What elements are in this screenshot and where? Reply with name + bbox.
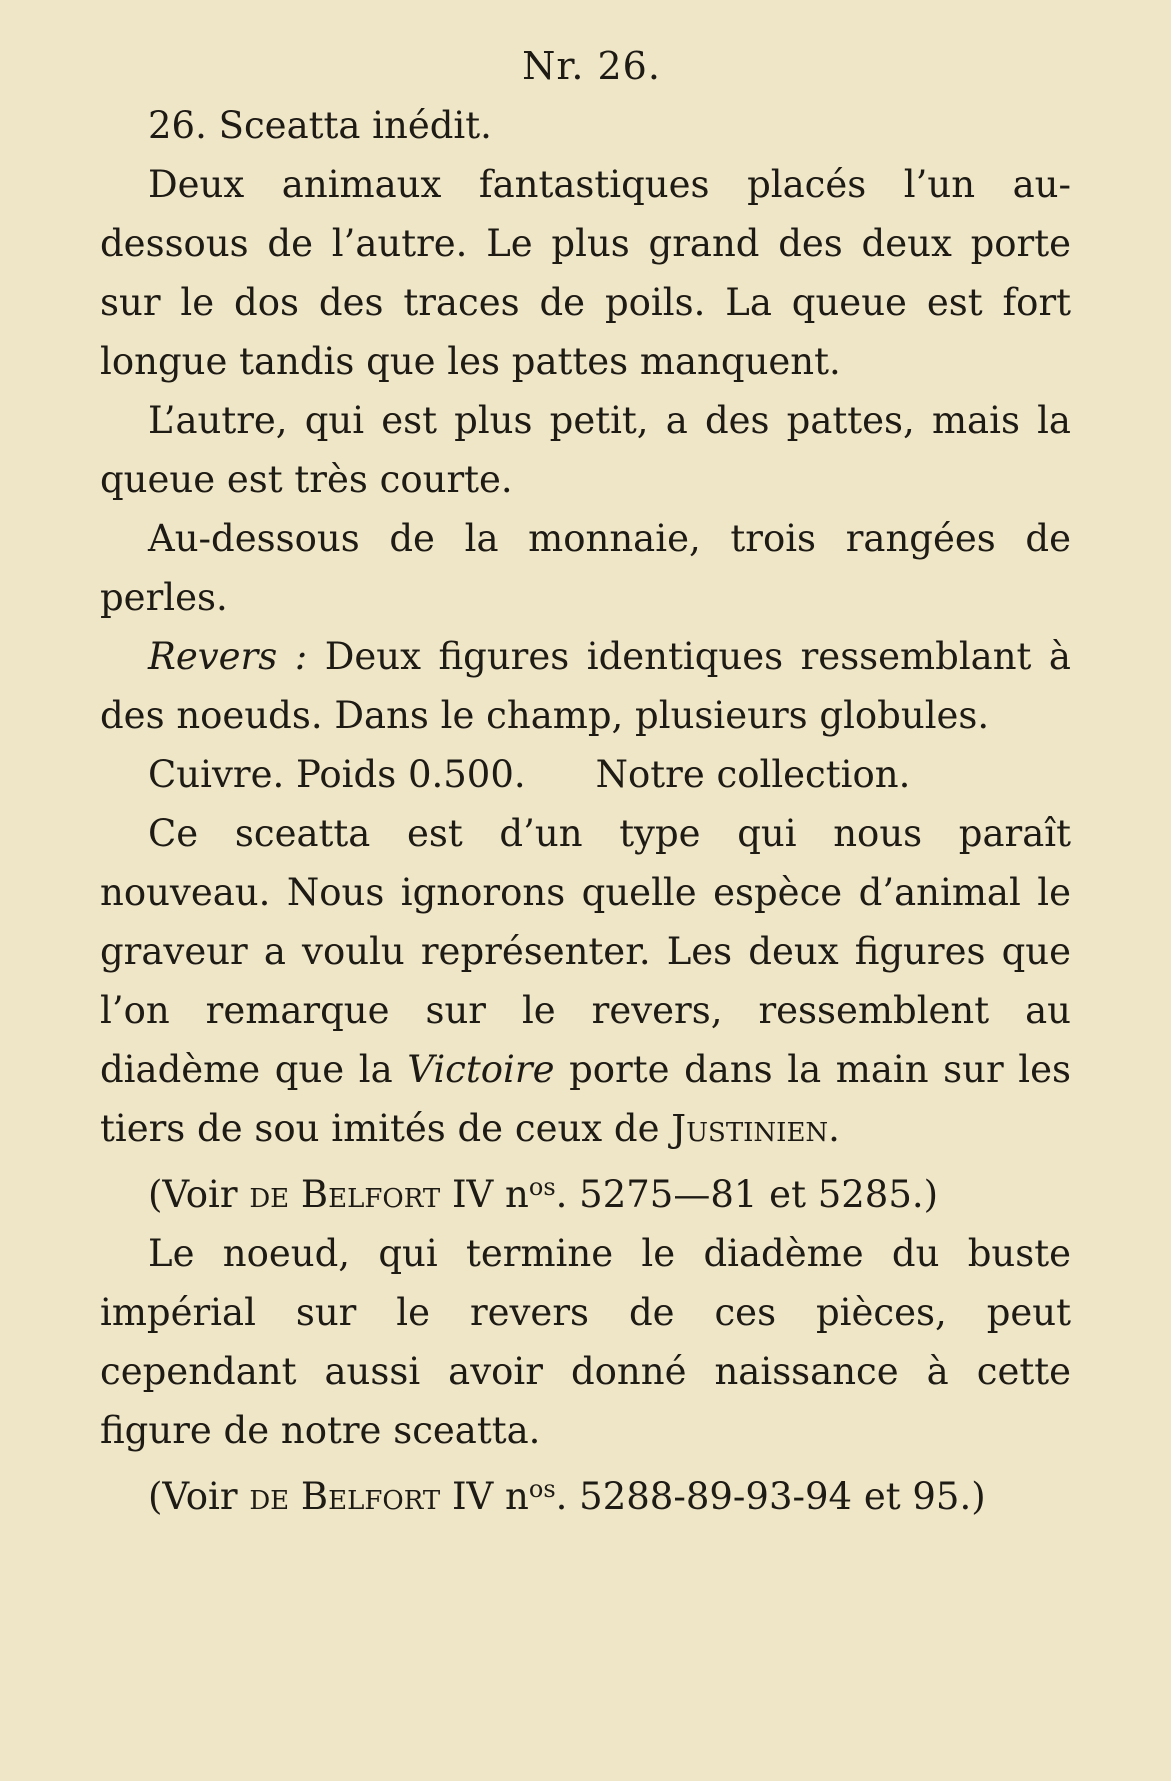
collection: Notre collection. xyxy=(595,753,911,796)
reference-1-superscript: os xyxy=(528,1173,556,1201)
reference-2-open: (Voir xyxy=(148,1475,238,1518)
revers-text: Deux figures identiques ressemblant à des noeuds. Dans le champ, plusieurs globules. xyxy=(100,635,1071,737)
metal: Cuivre. xyxy=(148,753,285,796)
reference-1-author: de Belfort xyxy=(249,1173,441,1216)
description-paragraph-1: Deux animaux fantastiques placés l’un au-dessous de l’autre. Le plus grand des deux porte sur le dos des traces de poils. La queue est fort longue tandis que les pattes manquent. xyxy=(100,163,1071,383)
commentary-text-b: porte dans la main sur les tiers de sou imités de ceux de xyxy=(100,1048,1072,1150)
description-paragraph-3: Au-dessous de la monnaie, trois rangées de perles. xyxy=(100,517,1071,619)
running-head: Nr. 26. xyxy=(522,44,661,88)
reference-1-open: (Voir xyxy=(148,1173,238,1216)
revers-paragraph xyxy=(100,627,1071,745)
reference-2-superscript: os xyxy=(528,1475,556,1503)
weight: Poids 0.500. xyxy=(296,753,526,796)
reference-1 xyxy=(100,1158,1071,1224)
specs-line xyxy=(100,745,1071,804)
reference-2-numbers: . 5288-89-93-94 et 95.) xyxy=(555,1475,986,1518)
reference-1-volume: IV n xyxy=(451,1173,529,1216)
reference-2 xyxy=(100,1460,1071,1526)
commentary-text-a: Ce sceatta est d’un type qui nous paraît nouveau. Nous ignorons quelle espèce d’animal le graveur a voulu représenter. Les deux figures que l’on remarque sur le revers, ressemblent au diadème que la xyxy=(100,812,1071,1091)
entry-title: 26. Sceatta inédit. xyxy=(148,104,492,147)
reference-1-numbers: . 5275—81 et 5285.) xyxy=(555,1173,939,1216)
reference-2-volume: IV n xyxy=(451,1475,529,1518)
justinien-name: Justinien. xyxy=(671,1107,840,1150)
reference-2-author: de Belfort xyxy=(249,1475,441,1518)
victoire-term: Victoire xyxy=(407,1048,555,1091)
description-paragraph-5: Le noeud, qui termine le diadème du buste impérial sur le revers de ces pièces, peut cependant aussi avoir donné naissance à cette figure de notre sceatta. xyxy=(100,1232,1071,1452)
description-paragraph-2: L’autre, qui est plus petit, a des pattes, mais la queue est très courte. xyxy=(100,399,1071,501)
revers-label: Revers : xyxy=(148,635,308,678)
commentary-paragraph xyxy=(100,804,1071,1158)
